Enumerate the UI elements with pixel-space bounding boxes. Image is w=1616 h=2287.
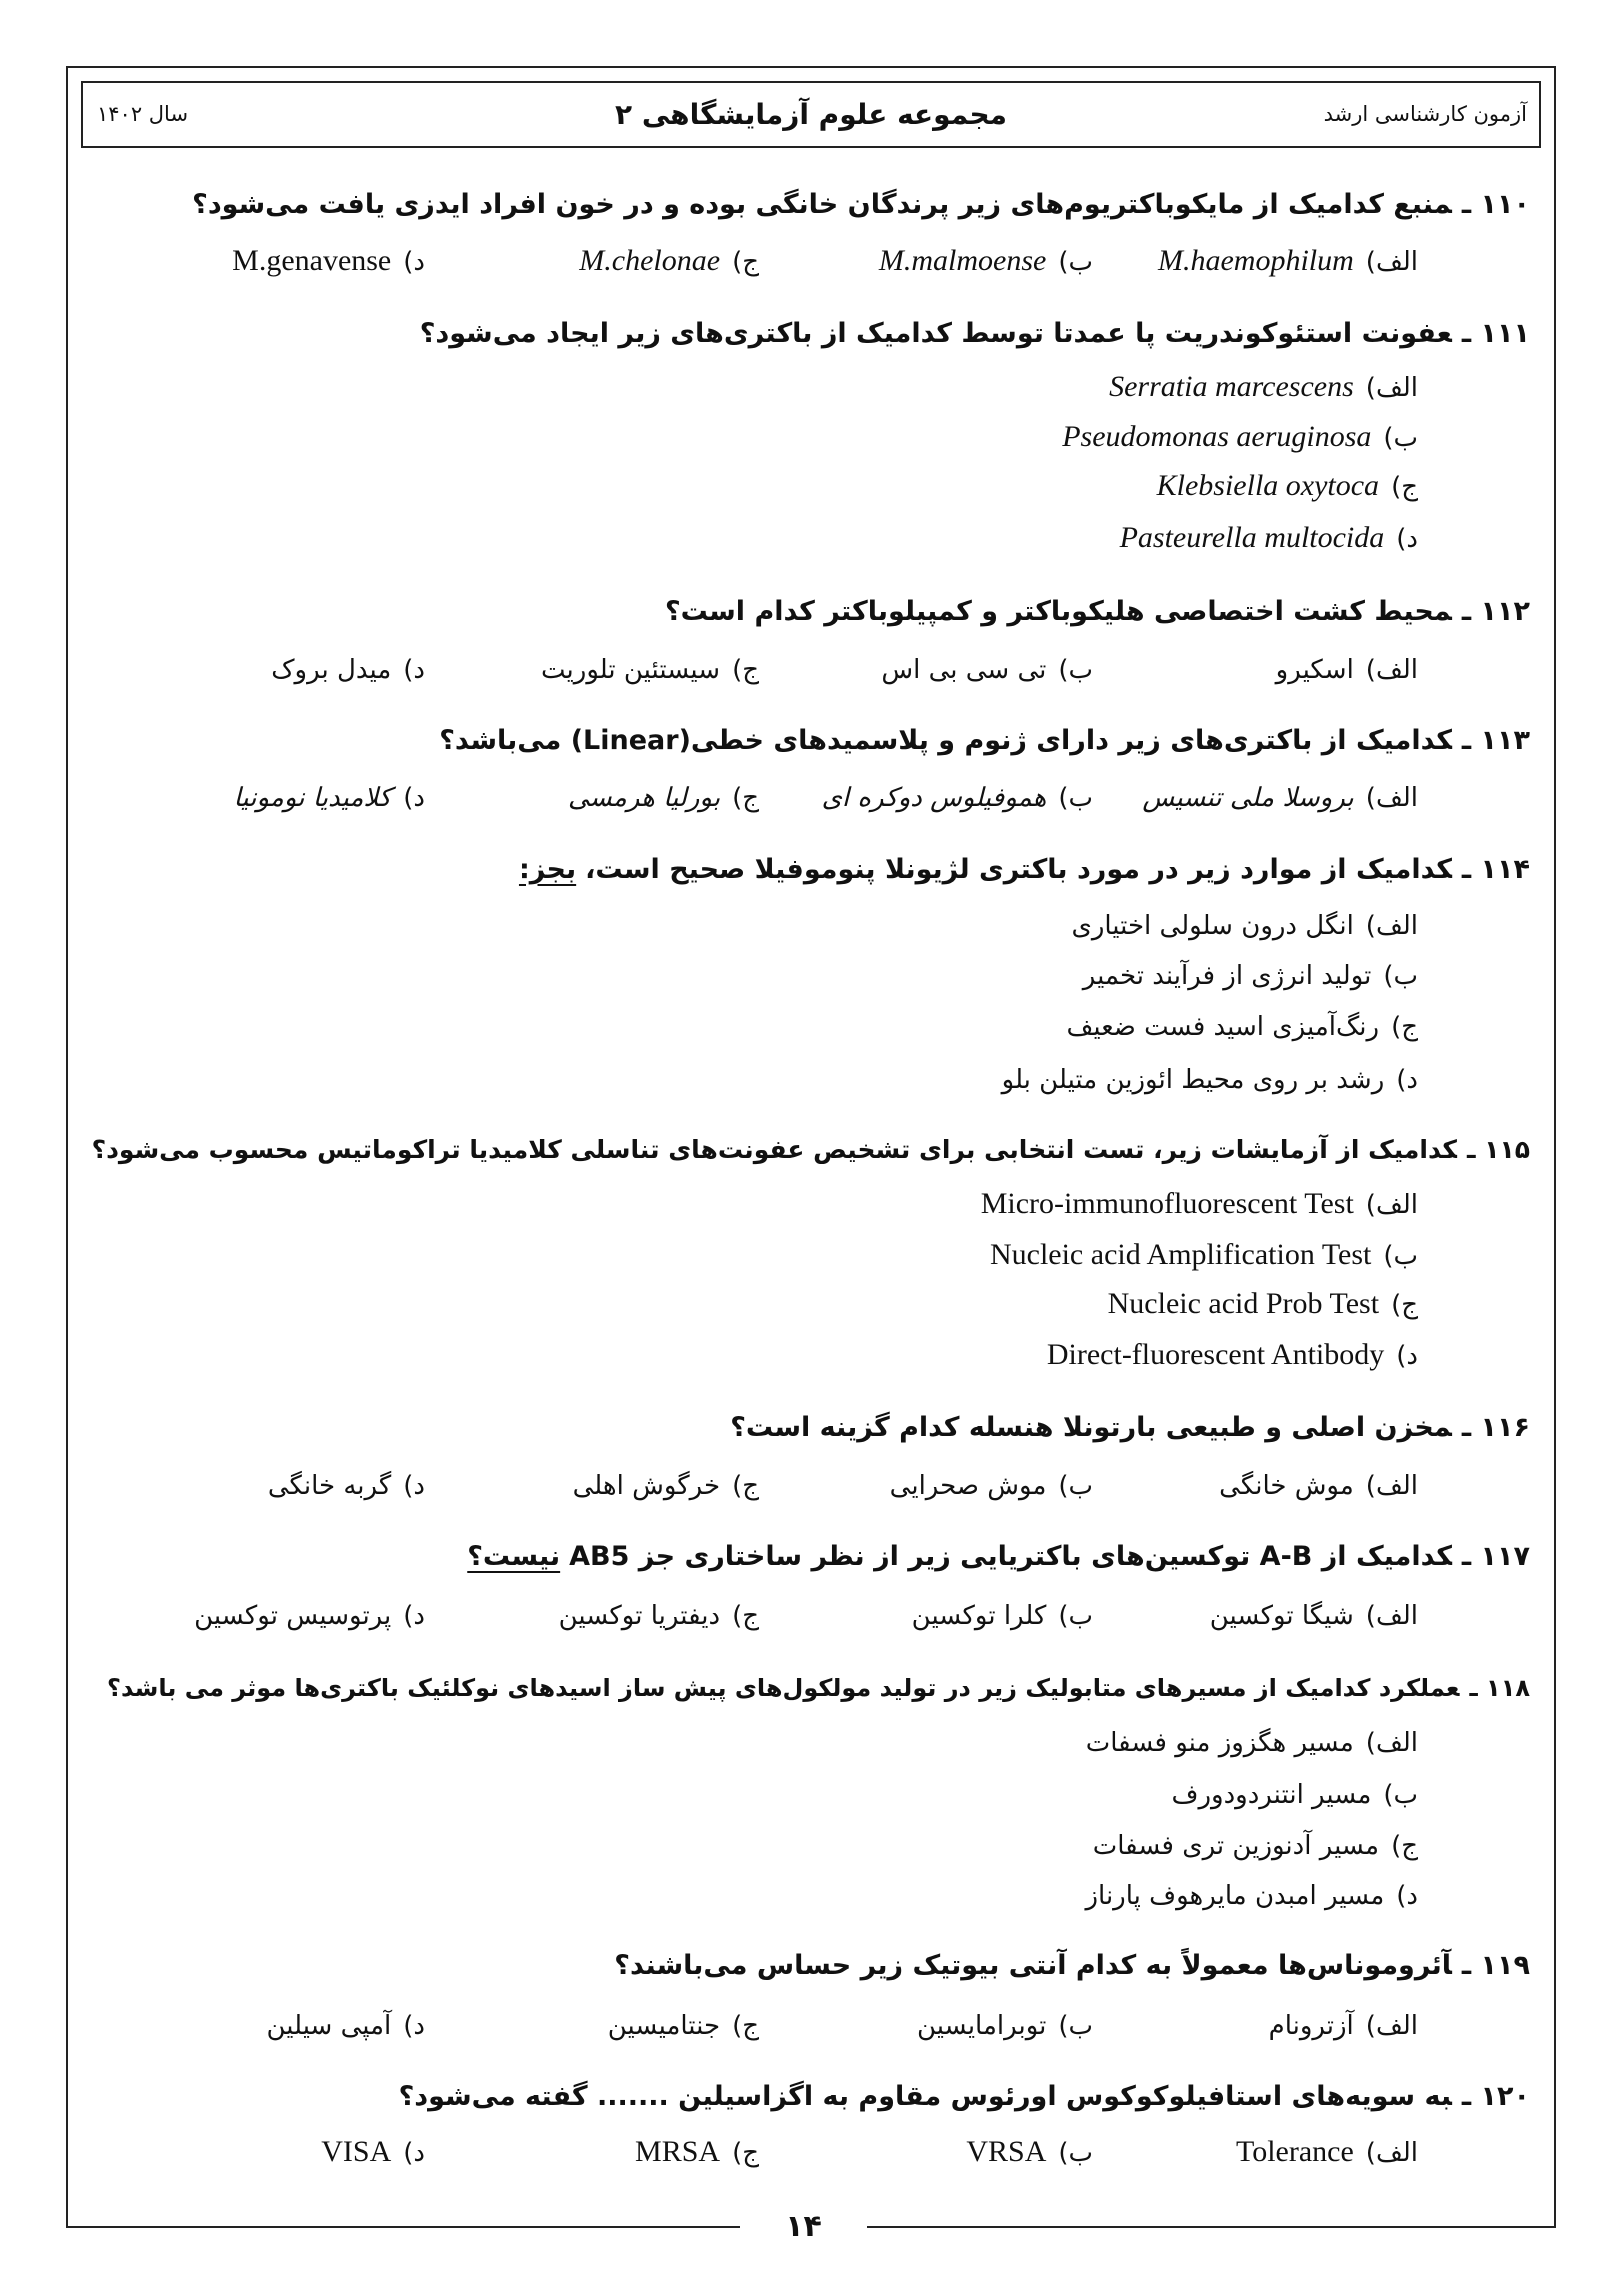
question-text: محیط کشت اختصاصی هلیکوباکتر و کمپیلوباکتر کدام است؟ (665, 596, 1452, 627)
option-text: هموفیلوس دوکره ای (821, 783, 1047, 813)
options-row (0, 2006, 1616, 2046)
option-text: مسیر آدنوزین تری فسفات (1092, 1831, 1380, 1861)
option-text: Direct-fluorescent Antibody (1046, 1338, 1385, 1371)
option-text: Nucleic acid Prob Test (1107, 1287, 1380, 1320)
question-emphasis: بجز: (518, 854, 577, 885)
option-b (773, 241, 1093, 281)
exam-name: آزمون کارشناسی ارشد (1323, 102, 1527, 126)
option-label: الف) (1365, 247, 1418, 277)
option-d (1002, 1060, 1418, 1100)
option-b (773, 2006, 1093, 2046)
option-d (1047, 1335, 1418, 1375)
option-c (439, 2006, 759, 2046)
option-a (1086, 1723, 1418, 1763)
option-a (981, 1184, 1418, 1224)
option-text: مسیر هگزوز منو فسفات (1085, 1728, 1354, 1758)
option-a (1098, 778, 1418, 818)
option-text: جنتامیسین (607, 2011, 721, 2041)
option-b (1083, 956, 1418, 996)
question-stem (80, 1668, 1530, 1708)
question-text: به سویه‌های استافیلوکوکوس اورئوس مقاوم به اگزاسیلین ....... گفته می‌شود؟ (398, 2081, 1452, 2112)
option-b (990, 1235, 1418, 1275)
option-label: الف) (1365, 911, 1418, 941)
option-label: د) (403, 2138, 425, 2168)
option-a (1098, 2006, 1418, 2046)
option-a (1098, 650, 1418, 690)
option-label: الف) (1365, 2011, 1418, 2041)
question-stem (80, 1130, 1530, 1170)
option-text: تولید انرژی از فرآیند تخمیر (1082, 961, 1372, 991)
question-emphasis: نیست؟ (467, 1541, 561, 1572)
question-number: ۱۱۰ ـ (1461, 189, 1530, 220)
option-label: ج) (732, 2138, 759, 2168)
option-text: انگل درون سلولی اختیاری (1071, 911, 1354, 941)
option-text: VRSA (966, 2135, 1047, 2168)
option-label: ج) (732, 783, 759, 813)
option-text: سیستئین تلوریت (541, 655, 721, 685)
option-text: Pasteurella multocida (1119, 521, 1385, 554)
option-text: VISA (321, 2135, 392, 2168)
question-number: ۱۱۶ ـ (1461, 1412, 1530, 1443)
question-stem (80, 185, 1530, 225)
option-label: ج) (1391, 1012, 1418, 1042)
question-number: ۱۱۲ ـ (1461, 596, 1530, 627)
option-d (1085, 1876, 1418, 1916)
option-b (773, 1466, 1093, 1506)
question-number: ۱۱۴ ـ (1461, 854, 1530, 885)
option-text: تی سی بی اس (881, 655, 1047, 685)
option-label: ج) (1391, 1290, 1418, 1320)
question-number: ۱۱۱ ـ (1461, 318, 1530, 349)
question-number: ۱۱۵ ـ (1466, 1135, 1530, 1164)
option-c (439, 1596, 759, 1636)
option-label: ب) (1058, 1471, 1093, 1501)
option-text: رنگ‌آمیزی اسید فست ضعیف (1066, 1012, 1380, 1042)
exam-year: سال ۱۴۰۲ (97, 102, 189, 126)
question-number: ۱۲۰ ـ (1461, 2081, 1530, 2112)
option-a (1109, 367, 1418, 407)
option-text: خرگوش اهلی (572, 1471, 721, 1501)
option-label: ج) (732, 247, 759, 277)
page-number: ۱۴ (785, 2209, 822, 2244)
option-text: M.genavense (232, 244, 392, 277)
option-text: مسیر امبدن مایرهوف پارناز (1085, 1881, 1385, 1911)
option-d (105, 778, 425, 818)
question-stem (80, 850, 1530, 890)
option-c (1157, 466, 1418, 506)
option-text: توبرامایسین (916, 2011, 1047, 2041)
option-label: ب) (1058, 247, 1093, 277)
question-stem (80, 721, 1530, 761)
option-text: دیفتریا توکسین (558, 1601, 721, 1631)
option-label: الف) (1365, 1601, 1418, 1631)
option-text: Tolerance (1235, 2135, 1354, 2168)
option-label: د) (403, 2011, 425, 2041)
option-a (1098, 1466, 1418, 1506)
question-text: مخزن اصلی و طبیعی بارتونلا هنسله کدام گزینه است؟ (730, 1412, 1452, 1443)
option-label: الف) (1365, 373, 1418, 403)
option-b (1062, 417, 1418, 457)
option-label: د) (1396, 1881, 1418, 1911)
option-b (773, 2132, 1093, 2172)
option-text: M.chelonae (579, 244, 721, 277)
option-text: بروسلا ملی تنسیس (1142, 783, 1354, 813)
question-text: کدامیک از A-B توکسین‌های باکتریایی زیر از نظر ساختاری جز AB5 (569, 1541, 1452, 1572)
question-text: عفونت استئوکوندریت پا عمدتا توسط کدامیک از باکتری‌های زیر ایجاد می‌شود؟ (419, 318, 1452, 349)
question-number: ۱۱۳ ـ (1461, 725, 1530, 756)
option-label: ب) (1058, 2011, 1093, 2041)
option-b (773, 1596, 1093, 1636)
option-text: شیگا توکسین (1209, 1601, 1354, 1631)
option-label: ج) (732, 2011, 759, 2041)
option-label: ب) (1058, 1601, 1093, 1631)
option-text: آمپی سیلین (266, 2011, 392, 2041)
option-label: ج) (1391, 472, 1418, 502)
option-label: الف) (1365, 1190, 1418, 1220)
question-stem (80, 1946, 1530, 1986)
option-text: Pseudomonas aeruginosa (1062, 420, 1372, 453)
option-text: میدل بروک (271, 655, 392, 685)
option-c (1093, 1826, 1418, 1866)
option-label: الف) (1365, 1471, 1418, 1501)
option-d (105, 241, 425, 281)
option-label: الف) (1365, 2138, 1418, 2168)
option-text: بورلیا هرمسی (568, 783, 721, 813)
option-label: ب) (1058, 783, 1093, 813)
option-label: د) (403, 1471, 425, 1501)
options-row (0, 241, 1616, 281)
option-d (105, 2132, 425, 2172)
option-text: Micro-immunofluorescent Test (980, 1187, 1354, 1220)
option-label: ج) (732, 1601, 759, 1631)
options-row (0, 1466, 1616, 1506)
footer-rule-left (66, 2226, 740, 2228)
question-text: کدامیک از باکتری‌های زیر دارای ژنوم و پلاسمیدهای خطی(Linear) می‌باشد؟ (439, 725, 1452, 756)
option-b (773, 650, 1093, 690)
option-b (773, 778, 1093, 818)
subject-title: مجموعه علوم آزمایشگاهی ۲ (614, 98, 1008, 131)
option-label: د) (403, 1601, 425, 1631)
option-text: کلرا توکسین (911, 1601, 1047, 1631)
page-header (81, 81, 1541, 148)
option-d (105, 1596, 425, 1636)
option-text: MRSA (635, 2135, 721, 2168)
option-d (105, 650, 425, 690)
question-number: ۱۱۷ ـ (1461, 1541, 1530, 1572)
option-label: الف) (1365, 783, 1418, 813)
option-c (439, 650, 759, 690)
option-c (439, 241, 759, 281)
question-number: ۱۱۹ ـ (1461, 1950, 1530, 1981)
option-c (1066, 1007, 1418, 1047)
option-label: ج) (1391, 1831, 1418, 1861)
options-row (0, 778, 1616, 818)
option-text: M.haemophilum (1157, 244, 1354, 277)
option-a (1098, 2132, 1418, 2172)
option-label: د) (403, 247, 425, 277)
question-stem (80, 1537, 1530, 1577)
question-number: ۱۱۸ ـ (1469, 1674, 1530, 1702)
option-label: د) (403, 655, 425, 685)
question-text: کدامیک از موارد زیر در مورد باکتری لژیونلا پنوموفیلا صحیح است، (585, 854, 1452, 885)
question-stem (80, 314, 1530, 354)
option-text: پرتوسیس توکسین (194, 1601, 392, 1631)
question-stem (80, 592, 1530, 632)
option-text: Nucleic acid Amplification Test (989, 1238, 1372, 1271)
option-label: ب) (1058, 655, 1093, 685)
option-label: ج) (732, 1471, 759, 1501)
option-text: گربه خانگی (267, 1471, 392, 1501)
option-label: ب) (1383, 1780, 1418, 1810)
option-d (1120, 518, 1418, 558)
option-c (439, 1466, 759, 1506)
option-text: Klebsiella oxytoca (1156, 469, 1380, 502)
option-text: موش صحرایی (889, 1471, 1047, 1501)
option-text: مسیر انتنردودورف (1171, 1780, 1372, 1810)
option-c (439, 2132, 759, 2172)
option-label: الف) (1365, 655, 1418, 685)
option-c (1108, 1284, 1418, 1324)
option-label: ب) (1383, 961, 1418, 991)
question-text: منبع کدامیک از مایکوباکتریوم‌های زیر پرندگان خانگی بوده و در خون افراد ایدزی یافت می‌شود؟ (192, 189, 1452, 220)
question-text: عملکرد کدامیک از مسیرهای متابولیک زیر در تولید مولکول‌های پیش ساز اسیدهای نوکلئیک باکتری‌ها موثر می باشد؟ (107, 1674, 1460, 1702)
option-label: الف) (1365, 1728, 1418, 1758)
option-label: د) (1396, 1341, 1418, 1371)
options-row (0, 650, 1616, 690)
question-stem (80, 1408, 1530, 1448)
option-text: کلامیدیا نومونیا (233, 783, 392, 813)
option-a (1098, 1596, 1418, 1636)
option-label: د) (1396, 524, 1418, 554)
options-row (0, 1596, 1616, 1636)
option-d (105, 1466, 425, 1506)
option-c (439, 778, 759, 818)
option-text: اسکیرو (1275, 655, 1354, 685)
option-label: ب) (1058, 2138, 1093, 2168)
option-a (1098, 241, 1418, 281)
option-text: موش خانگی (1219, 1471, 1354, 1501)
option-label: ج) (732, 655, 759, 685)
option-text: آزترونام (1268, 2011, 1354, 2041)
option-text: رشد بر روی محیط ائوزین متیلن بلو (1001, 1065, 1385, 1095)
option-label: د) (1396, 1065, 1418, 1095)
option-a (1071, 906, 1418, 946)
option-d (105, 2006, 425, 2046)
option-text: M.malmoense (878, 244, 1047, 277)
option-label: ب) (1383, 423, 1418, 453)
option-label: د) (403, 783, 425, 813)
footer-rule-right (867, 2226, 1556, 2228)
question-text: آئروموناس‌ها معمولاً به کدام آنتی بیوتیک زیر حساس می‌باشند؟ (614, 1950, 1452, 1981)
question-stem (80, 2077, 1530, 2117)
question-text: کدامیک از آزمایشات زیر، تست انتخابی برای تشخیص عفونت‌های تناسلی کلامیدیا تراکوماتیس محسوب می‌شود؟ (91, 1135, 1457, 1164)
option-b (1172, 1775, 1418, 1815)
options-row (0, 2132, 1616, 2172)
option-label: ب) (1383, 1241, 1418, 1271)
option-text: Serratia marcescens (1109, 370, 1354, 403)
